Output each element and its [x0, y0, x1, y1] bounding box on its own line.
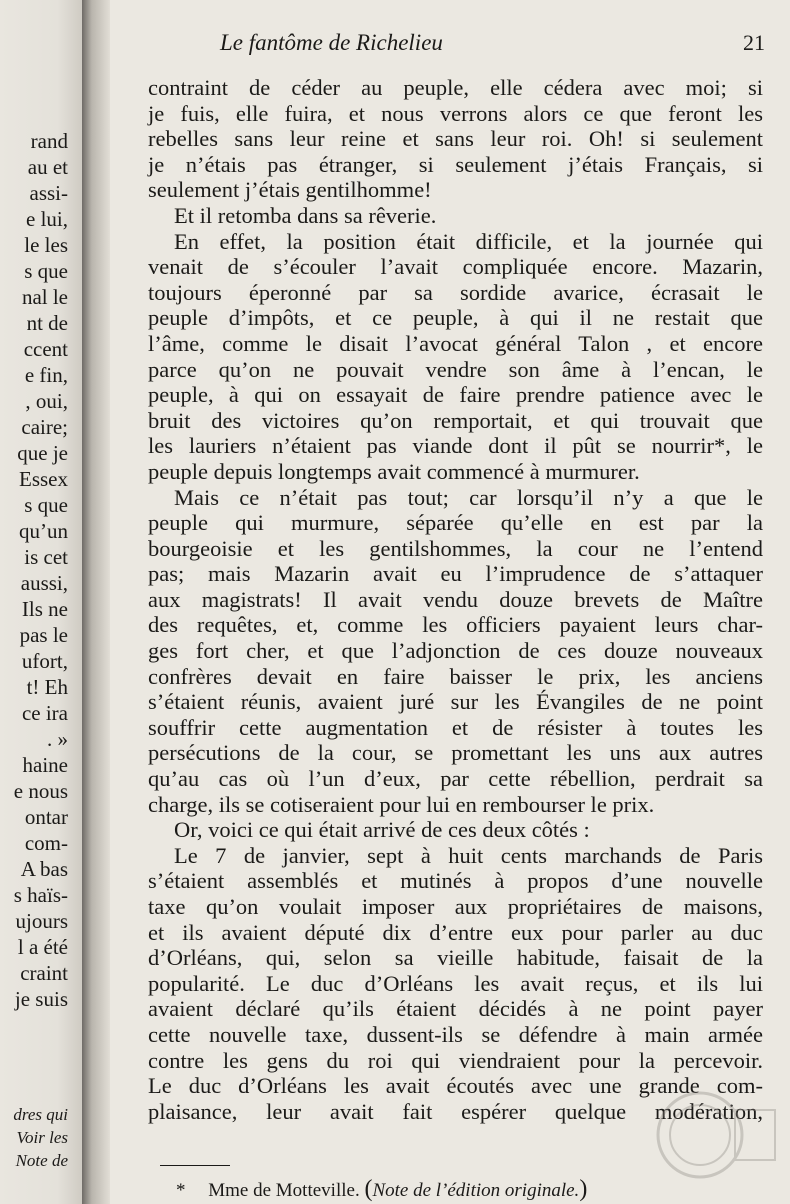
body-text — [148, 75, 763, 1124]
text-line: pas; mais Mazarin avait eu l’imprudence de s’attaquer — [148, 561, 763, 587]
left-page-fragment: e lui, — [26, 207, 68, 231]
left-page-fragment: craint — [20, 961, 68, 985]
text-line: peuple qui murmure, séparée qu’elle en est par la — [148, 510, 763, 536]
left-page-fragment: ufort, — [21, 649, 68, 673]
text-line: et ils avaient député dix d’entre eux pour parler au duc — [148, 919, 763, 945]
text-line: l’âme, comme le disait l’avocat général Talon , et encore — [148, 330, 763, 356]
left-page-fragment: . » — [47, 727, 68, 751]
left-page-fragment: Ils ne — [21, 597, 68, 621]
left-page-note: Voir les — [16, 1128, 68, 1147]
text-line: s’étaient assemblés et mutinés à propos d’une nouvelle — [148, 868, 763, 894]
left-page-fragment: pas le — [19, 623, 68, 647]
text-line: rebelles sans leur reine et sans leur roi. Oh! si seulement — [148, 126, 763, 152]
watermark-stamp-icon — [640, 1080, 780, 1190]
text-line: charge, ils se cotiseraient pour lui en rembourser le prix. — [148, 791, 655, 817]
left-page-fragment: e fin, — [24, 363, 68, 387]
left-page-fragment: Essex — [19, 467, 68, 491]
text-line: Et il retomba dans sa rêverie. — [174, 202, 437, 228]
left-page-fragment: nt de — [26, 311, 68, 335]
left-page-fragment: l a été — [17, 935, 68, 959]
text-line: persécutions de la cour, se promettant les uns aux autres — [148, 740, 763, 766]
text-line: les lauriers n’étaient pas viande dont il pût se nourrir*, le — [148, 433, 763, 459]
text-line: ges fort cher, et que l’adjonction de ces douze nouveaux — [148, 638, 763, 664]
text-line: peuple d’impôts, et ce peuple, à qui il ne restait que — [148, 305, 763, 331]
text-line: plaisance, leur avait fait espérer quelque modération, — [148, 1098, 763, 1124]
text-line: Le duc d’Orléans les avait écoutés avec une grande com- — [148, 1073, 763, 1099]
text-line: seulement j’étais gentilhomme! — [148, 177, 432, 203]
left-page-fragment: rand — [30, 129, 68, 153]
text-line: aux magistrats! Il avait vendu douze brevets de Maître — [148, 586, 763, 612]
text-line: popularité. Le duc d’Orléans les avait reçus, et ils lui — [148, 970, 763, 996]
left-page-fragment: au et — [27, 155, 68, 179]
text-line: Or, voici ce qui était arrivé de ces deux côtés : — [174, 817, 590, 843]
left-page-fragment: nal le — [21, 285, 68, 309]
text-line: je fuis, elle fuira, et nous verrons alors ce que feront les — [148, 100, 763, 126]
text-line: confrères devait en faire baisser le prix, les anciens — [148, 663, 763, 689]
text-line: Le 7 de janvier, sept à huit cents marchands de Paris — [174, 842, 763, 868]
left-page-fragment: , oui, — [25, 389, 68, 413]
left-page-note: dres qui — [13, 1105, 68, 1124]
page-number: 21 — [743, 30, 765, 55]
footnote-note: Note de l’édition originale. — [372, 1180, 580, 1201]
footnote-marker: * — [176, 1180, 186, 1201]
left-page-note: Note de — [15, 1151, 68, 1170]
left-page-fragment: assi- — [29, 181, 68, 205]
text-line: qu’au cas où l’un d’eux, par cette rébellion, perdrait sa — [148, 766, 763, 792]
left-page-fragment: ccent — [23, 337, 68, 361]
left-page-fragment: A bas — [20, 857, 68, 881]
text-line: Mais ce n’était pas tout; car lorsqu’il n’y a que le — [174, 484, 763, 510]
text-line: bourgeoisie et les gentilshommes, la cour ne l’entend — [148, 535, 763, 561]
text-line: contraint de céder au peuple, elle cédera avec moi; si — [148, 75, 763, 100]
text-line: venait de s’écouler l’avait compliquée encore. Mazarin, — [148, 254, 763, 280]
text-line: En effet, la position était difficile, et la journée qui — [174, 228, 763, 254]
text-line: d’Orléans, qui, selon sa vieille habitude, faisait de la — [148, 945, 763, 971]
footnote-note-close: ) — [579, 1176, 588, 1202]
left-page-fragment: ujours — [15, 909, 68, 933]
text-line: parce qu’on ne pouvait vendre son âme à l’encan, le — [148, 356, 763, 382]
left-page-fragment: s que — [24, 493, 68, 517]
left-page-fragment: que je — [17, 441, 68, 465]
left-page-fragment: t! Eh — [26, 675, 68, 699]
left-page-fragment: com- — [24, 831, 68, 855]
footnote — [176, 1176, 587, 1203]
page-header — [220, 30, 775, 60]
text-line: cette nouvelle taxe, dussent-ils se défendre à main armée — [148, 1021, 763, 1047]
left-page-fragment: is cet — [24, 545, 68, 569]
left-page — [0, 0, 82, 1204]
left-page-fragment: le les — [24, 233, 68, 257]
book-gutter — [82, 0, 110, 1204]
text-line: s’étaient réunis, avaient juré sur les Évangiles de ne point — [148, 689, 763, 715]
text-line: souffrir cette augmentation et de résister à toutes les — [148, 714, 763, 740]
text-line: taxe qu’on voulait imposer aux propriétaires de maisons, — [148, 894, 763, 919]
left-page-fragment: ontar — [24, 805, 68, 829]
left-page-fragment: haine — [22, 753, 68, 777]
text-line: peuple, à qui on essayait de faire prendre patience avec le — [148, 382, 763, 408]
left-page-fragment: caire; — [21, 415, 68, 439]
left-page-fragment: s que — [24, 259, 68, 283]
left-page-fragment: e nous — [13, 779, 68, 803]
text-line: des requêtes, et, comme les officiers payaient leurs char- — [148, 612, 763, 638]
running-title: Le fantôme de Richelieu — [220, 30, 443, 55]
left-page-fragment: je suis — [14, 987, 68, 1011]
text-line: bruit des victoires qu’on remportait, et qui trouvait que — [148, 407, 763, 433]
footnote-text: Mme de Motteville. — [208, 1180, 360, 1201]
left-page-fragment: aussi, — [20, 571, 68, 595]
text-line: avaient déclaré qu’ils étaient décidés à ne point payer — [148, 996, 763, 1022]
text-line: peuple depuis longtemps avait commencé à murmurer. — [148, 458, 640, 484]
left-page-fragment: ce ira — [21, 701, 68, 725]
text-line: je n’étais pas étranger, si seulement j’étais Français, si — [148, 151, 763, 177]
text-line: toujours éperonné par sa sordide avarice, écrasait le — [148, 279, 763, 305]
footnote-rule — [160, 1165, 230, 1166]
left-page-fragment: qu’un — [19, 519, 68, 543]
footnote-note-open: ( — [364, 1176, 373, 1202]
left-page-fragment: s haïs- — [13, 883, 68, 907]
text-line: contre les gens du roi qui viendraient pour la percevoir. — [148, 1047, 763, 1073]
